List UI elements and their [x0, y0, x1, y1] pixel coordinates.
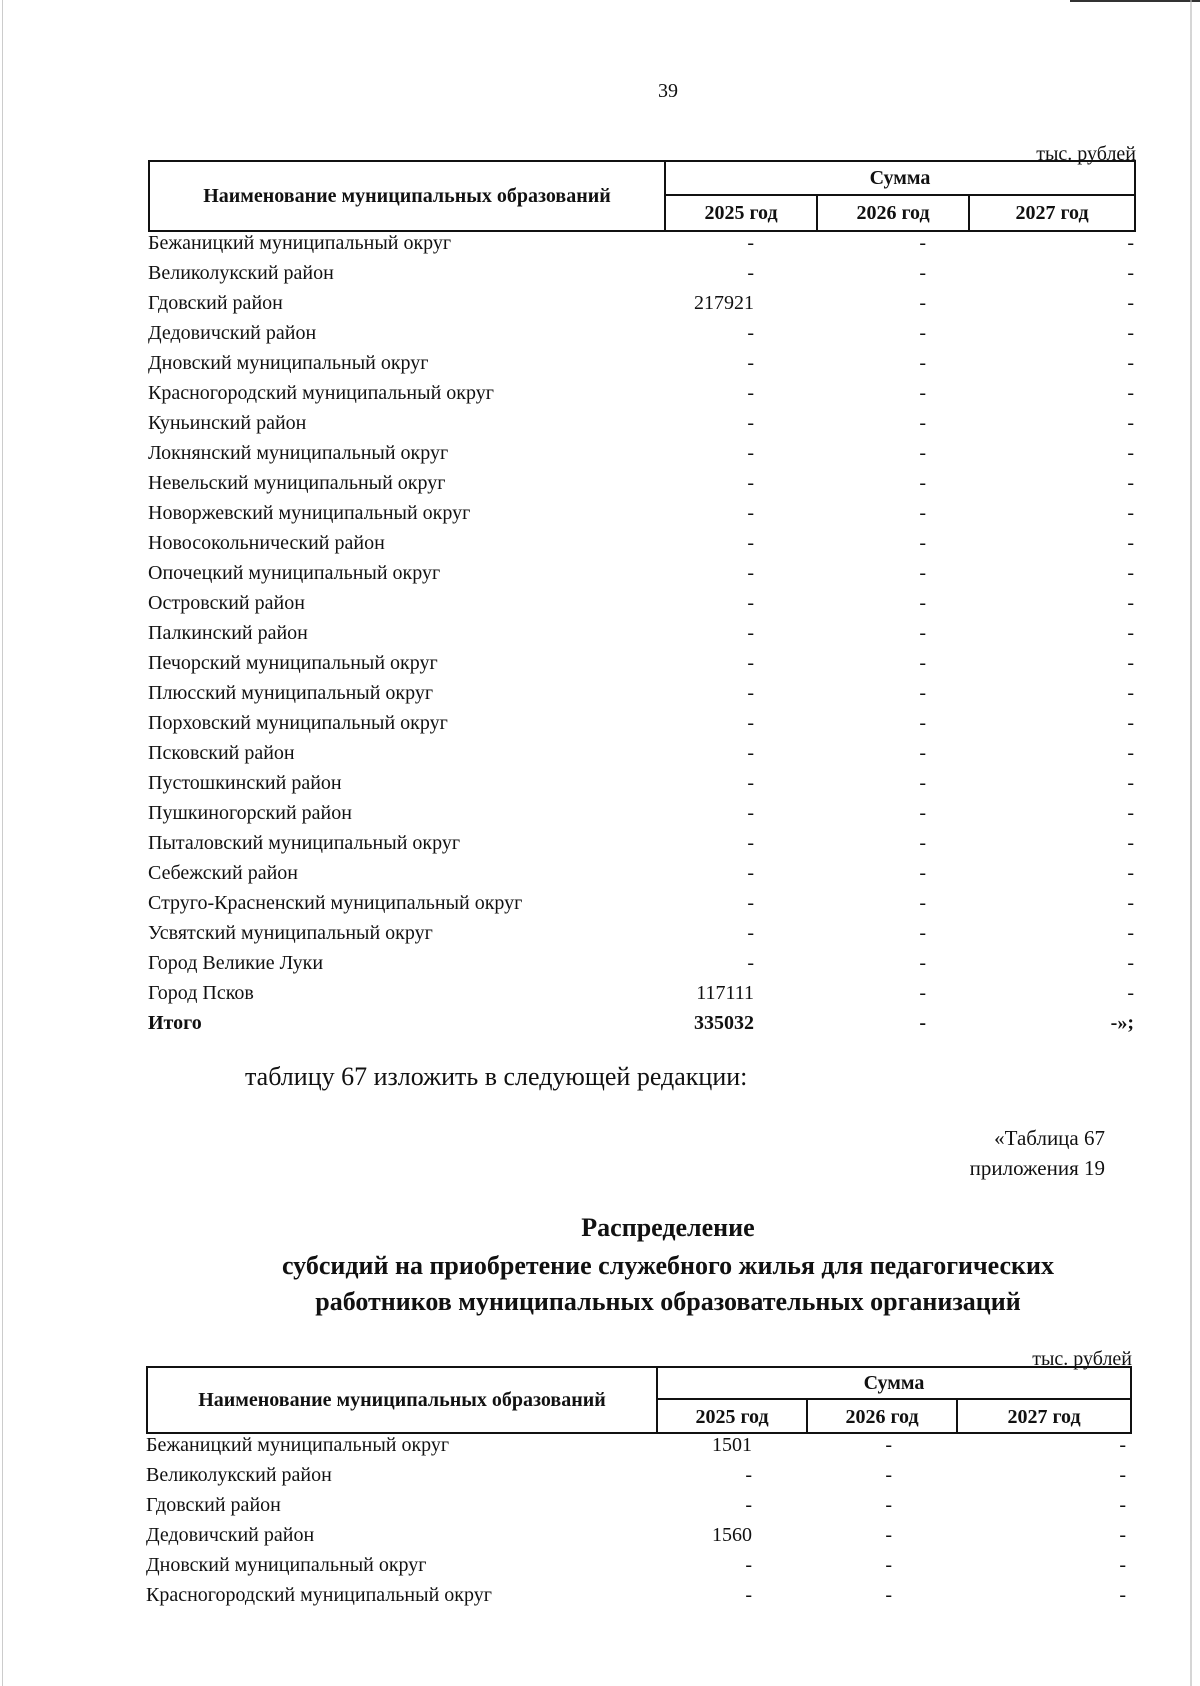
cell-2025: -	[747, 802, 754, 824]
row-name: Струго-Красненский муниципальный округ	[148, 892, 523, 914]
cell-2025: -	[745, 1464, 752, 1486]
cell-2026: -	[919, 832, 926, 854]
cell-2027: -	[1127, 352, 1134, 374]
cell-2026: -	[885, 1554, 892, 1576]
cell-2025: -	[747, 442, 754, 464]
table-row	[148, 890, 1136, 920]
cell-2025: -	[747, 382, 754, 404]
cell-2026: -	[885, 1434, 892, 1456]
row-name: Плюсский муниципальный округ	[148, 682, 434, 704]
table-row	[148, 440, 1136, 470]
table-row	[148, 470, 1136, 500]
cell-2027: -	[1127, 502, 1134, 524]
cell-2027: -	[1119, 1494, 1126, 1516]
cell-2025: -	[747, 862, 754, 884]
cell-2025: -	[747, 472, 754, 494]
cell-2027: -	[1127, 802, 1134, 824]
cell-2025: -	[745, 1554, 752, 1576]
cell-2027: -	[1119, 1434, 1126, 1456]
page-number: 39	[658, 80, 678, 102]
table-row	[148, 830, 1136, 860]
table-row	[148, 770, 1136, 800]
cell-2027: -	[1127, 922, 1134, 944]
row-name: Пустошкинский район	[148, 772, 342, 794]
row-name: Дедовичский район	[148, 322, 317, 344]
cell-2025: -	[747, 772, 754, 794]
row-name: Новоржевский муниципальный округ	[148, 502, 471, 524]
cell-2027: -	[1119, 1584, 1126, 1606]
table-1-header	[148, 160, 1136, 232]
heading-line1: Распределение	[581, 1213, 755, 1242]
cell-2027: -	[1127, 622, 1134, 644]
row-name: Опочецкий муниципальный округ	[148, 562, 441, 584]
table-row	[148, 590, 1136, 620]
table-row	[148, 260, 1136, 290]
cell-2026: -	[919, 952, 926, 974]
cell-2026: -	[919, 622, 926, 644]
row-name: Порховский муниципальный округ	[148, 712, 448, 734]
cell-2027: -	[1127, 562, 1134, 584]
cell-2025: 1560	[712, 1524, 752, 1546]
row-name: Пыталовский муниципальный округ	[148, 832, 461, 854]
cell-2027: -	[1127, 712, 1134, 734]
row-name: Красногородский муниципальный округ	[148, 382, 494, 404]
header-sum: Сумма	[658, 1368, 1130, 1400]
table-row	[148, 680, 1136, 710]
scan-edge-right	[1190, 0, 1192, 1686]
units-label-table2: тыс. рублей	[1032, 1348, 1132, 1370]
row-name: Пушкиногорский район	[148, 802, 352, 824]
cell-2027: -	[1127, 322, 1134, 344]
cell-2025: -	[747, 892, 754, 914]
table-row	[146, 1462, 1132, 1492]
table-row	[148, 740, 1136, 770]
table-row	[148, 230, 1136, 260]
row-name: Дновский муниципальный округ	[146, 1554, 427, 1576]
cell-2025: -	[747, 952, 754, 974]
table-2-body	[146, 1432, 1132, 1612]
cell-2026: -	[919, 472, 926, 494]
table-row	[148, 800, 1136, 830]
cell-2026: -	[919, 532, 926, 554]
cell-2027: -	[1119, 1464, 1126, 1486]
cell-2025: -	[747, 232, 754, 254]
header-name-column: Наименование муниципальных образований	[150, 162, 666, 230]
cell-2025: -	[747, 532, 754, 554]
cell-2026: -	[885, 1494, 892, 1516]
table-row	[148, 950, 1136, 980]
row-name: Город Псков	[148, 982, 254, 1004]
row-name: Дновский муниципальный округ	[148, 352, 429, 374]
cell-2026: -	[919, 802, 926, 824]
header-name-column: Наименование муниципальных образований	[148, 1368, 658, 1432]
row-name: Дедовичский район	[146, 1524, 315, 1546]
cell-2027: -	[1127, 442, 1134, 464]
cell-2025: -	[747, 592, 754, 614]
cell-2025: -	[745, 1584, 752, 1606]
table-row	[146, 1522, 1132, 1552]
row-name: Бежаницкий муниципальный округ	[148, 232, 452, 254]
cell-2025: 117111	[696, 982, 754, 1004]
row-name: Итого	[148, 1012, 202, 1034]
cell-2026: -	[919, 892, 926, 914]
header-year-2027: 2027 год	[1007, 1405, 1081, 1428]
header-year-2026: 2026 год	[818, 196, 970, 230]
cell-2027: -	[1127, 832, 1134, 854]
cell-2025: 335032	[694, 1012, 754, 1034]
cell-2026: -	[919, 1012, 926, 1034]
cell-2025: -	[747, 922, 754, 944]
row-name: Гдовский район	[148, 292, 283, 314]
cell-2025: 217921	[694, 292, 754, 314]
cell-2027: -	[1127, 982, 1134, 1004]
cell-2027: -	[1127, 742, 1134, 764]
cell-2026: -	[919, 232, 926, 254]
cell-2025: -	[747, 322, 754, 344]
cell-2025: -	[747, 562, 754, 584]
cell-2026: -	[919, 592, 926, 614]
table-total-row	[148, 1010, 1136, 1040]
row-name: Печорский муниципальный округ	[148, 652, 438, 674]
table-row	[148, 350, 1136, 380]
table-row	[148, 620, 1136, 650]
row-name: Палкинский район	[148, 622, 308, 644]
cell-2027: -	[1127, 682, 1134, 704]
table-row	[146, 1552, 1132, 1582]
cell-2026: -	[919, 562, 926, 584]
table-row	[148, 860, 1136, 890]
cell-2027: -	[1119, 1524, 1126, 1546]
header-year-2025: 2025 год	[666, 196, 818, 230]
table-ref-line1: «Таблица 67	[994, 1126, 1105, 1150]
table-row	[148, 500, 1136, 530]
cell-2027: -	[1127, 652, 1134, 674]
row-name: Город Великие Луки	[148, 952, 324, 974]
header-year-2026: 2026 год	[808, 1400, 958, 1434]
cell-2027: -	[1127, 532, 1134, 554]
row-name: Псковский район	[148, 742, 295, 764]
cell-2026: -	[919, 742, 926, 764]
table-row	[146, 1432, 1132, 1462]
row-name: Великолукский район	[148, 262, 334, 284]
cell-2027: -	[1127, 952, 1134, 974]
cell-2025: -	[747, 412, 754, 434]
table-row	[148, 530, 1136, 560]
heading-line2: субсидий на приобретение служебного жилья для педагогических	[281, 1251, 1054, 1280]
cell-2027: -	[1127, 472, 1134, 494]
table-1	[148, 160, 1136, 1040]
table-ref-line2: приложения 19	[969, 1156, 1105, 1180]
cell-2026: -	[919, 772, 926, 794]
cell-2026: -	[919, 292, 926, 314]
table-row	[148, 410, 1136, 440]
cell-2026: -	[885, 1464, 892, 1486]
row-name: Локнянский муниципальный округ	[148, 442, 449, 464]
instruction-text: таблицу 67 изложить в следующей редакции:	[245, 1062, 748, 1091]
cell-2025: -	[747, 742, 754, 764]
cell-2026: -	[919, 442, 926, 464]
units-label-table1: тыс. рублей	[1036, 143, 1136, 165]
header-year-2025: 2025 год	[658, 1400, 808, 1434]
table-2-header	[146, 1366, 1132, 1434]
row-name: Невельский муниципальный округ	[148, 472, 446, 494]
cell-2027: -	[1127, 232, 1134, 254]
cell-2026: -	[919, 862, 926, 884]
cell-2025: -	[747, 652, 754, 674]
cell-2025: -	[747, 262, 754, 284]
cell-2025: -	[747, 832, 754, 854]
cell-2026: -	[885, 1584, 892, 1606]
cell-2026: -	[919, 982, 926, 1004]
row-name: Красногородский муниципальный округ	[146, 1584, 492, 1606]
cell-2026: -	[919, 382, 926, 404]
table-1-body	[148, 230, 1136, 1040]
cell-2027: -	[1127, 862, 1134, 884]
header-sum: Сумма	[666, 162, 1134, 196]
table-row	[148, 320, 1136, 350]
cell-2025: -	[747, 352, 754, 374]
cell-2026: -	[919, 712, 926, 734]
table-row	[148, 920, 1136, 950]
table-row	[146, 1492, 1132, 1522]
cell-2027: -	[1127, 412, 1134, 434]
cell-2027: -	[1119, 1554, 1126, 1576]
row-name: Островский район	[148, 592, 305, 614]
table-row	[148, 980, 1136, 1010]
table-row	[146, 1582, 1132, 1612]
header-year-2027: 2027 год	[1015, 201, 1089, 224]
cell-2025: -	[747, 712, 754, 734]
cell-2027: -	[1127, 382, 1134, 404]
scan-edge-left	[2, 0, 3, 1686]
cell-2027: -	[1127, 262, 1134, 284]
row-name: Гдовский район	[146, 1494, 281, 1516]
cell-2025: -	[745, 1494, 752, 1516]
table-row	[148, 560, 1136, 590]
table-row	[148, 650, 1136, 680]
cell-2027: -	[1127, 772, 1134, 794]
cell-2025: -	[747, 622, 754, 644]
row-name: Великолукский район	[146, 1464, 332, 1486]
cell-2026: -	[919, 922, 926, 944]
table-row	[148, 290, 1136, 320]
row-name: Новосокольнический район	[148, 532, 385, 554]
row-name: Бежаницкий муниципальный округ	[146, 1434, 450, 1456]
cell-2025: 1501	[712, 1434, 752, 1456]
table-2	[146, 1366, 1132, 1612]
cell-2026: -	[919, 322, 926, 344]
table-row	[148, 380, 1136, 410]
row-name: Усвятский муниципальный округ	[148, 922, 433, 944]
cell-2027: -»;	[1110, 1012, 1134, 1034]
table-row	[148, 710, 1136, 740]
cell-2026: -	[919, 652, 926, 674]
cell-2027: -	[1127, 892, 1134, 914]
cell-2027: -	[1127, 292, 1134, 314]
scan-edge-top	[1070, 0, 1200, 2]
cell-2026: -	[919, 682, 926, 704]
cell-2026: -	[919, 262, 926, 284]
cell-2026: -	[919, 412, 926, 434]
cell-2026: -	[919, 502, 926, 524]
row-name: Себежский район	[148, 862, 298, 884]
cell-2027: -	[1127, 592, 1134, 614]
cell-2026: -	[919, 352, 926, 374]
row-name: Куньинский район	[148, 412, 307, 434]
cell-2025: -	[747, 502, 754, 524]
cell-2025: -	[747, 682, 754, 704]
heading-line3: работников муниципальных образовательных организаций	[315, 1287, 1021, 1316]
cell-2026: -	[885, 1524, 892, 1546]
